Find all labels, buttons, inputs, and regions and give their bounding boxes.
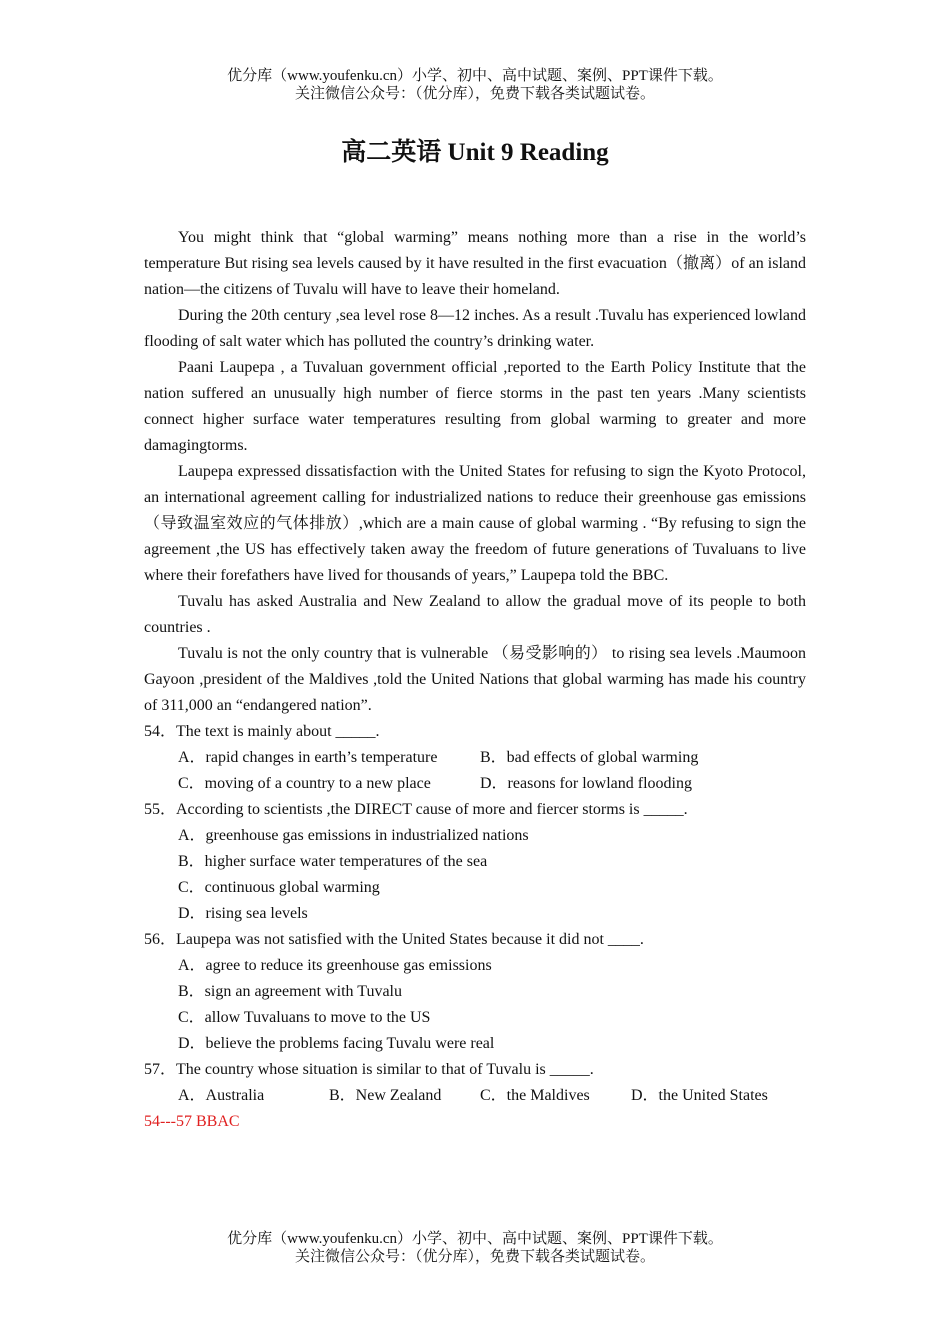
option: C．moving of a country to a new place <box>178 775 431 792</box>
option: A．agree to reduce its greenhouse gas emissions <box>178 957 492 974</box>
option: D．the United States <box>631 1087 768 1104</box>
passage-paragraph: Tuvalu is not the only country that is vulnerable （易受影响的） to rising sea levels .Maumoon Gayoon ,president of the Maldives ,told the United Nations that global warming has made his country of 311,000 an “endangered nation”. <box>144 645 806 714</box>
question-stem: 56．Laupepa was not satisfied with the United States because it did not ____. <box>144 931 644 948</box>
passage-paragraph: Paani Laupepa , a Tuvaluan government official ,reported to the Earth Policy Institute that the nation suffered an unusually high number of fierce storms in the past ten years .Many scientists connect higher surface water temperatures resulting from global warming to greater and more damagingtorms. <box>144 359 806 454</box>
option: A．Australia <box>178 1087 265 1104</box>
option: D．reasons for lowland flooding <box>480 775 692 792</box>
question-stem: 57．The country whose situation is similar to that of Tuvalu is _____. <box>144 1061 594 1078</box>
option-row <box>144 771 806 797</box>
option: B．higher surface water temperatures of the sea <box>178 853 488 870</box>
passage-paragraph: Laupepa expressed dissatisfaction with the United States for refusing to sign the Kyoto Protocol, an international agreement calling for industrialized nations to reduce their greenhouse gas emissions（导致温室效应的气体排放）,which are a main cause of global warming . “By refusing to sign the agreement ,the US has effectively taken away the freedom of future generations of Tuvaluans to live where their forefathers have lived for thousands of years,” Laupepa told the BBC. <box>144 463 806 584</box>
option: D．rising sea levels <box>178 905 308 922</box>
page-footer <box>0 1230 950 1266</box>
answer-key: 54---57 BBAC <box>144 1113 240 1130</box>
option: A．greenhouse gas emissions in industrialized nations <box>178 827 529 844</box>
option-row <box>144 1083 806 1109</box>
document-title: 高二英语 Unit 9 Reading <box>341 139 609 166</box>
footer-line-1: 优分库（www.youfenku.cn）小学、初中、高中试题、案例、PPT课件下载。 <box>227 1231 723 1247</box>
option: C．allow Tuvaluans to move to the US <box>178 1009 431 1026</box>
option: A．rapid changes in earth’s temperature <box>178 749 438 766</box>
passage-paragraph: Tuvalu has asked Australia and New Zealand to allow the gradual move of its people to both countries . <box>144 593 806 636</box>
question-stem: 55．According to scientists ,the DIRECT cause of more and fiercer storms is _____. <box>144 801 688 818</box>
option: C．continuous global warming <box>178 879 380 896</box>
passage-paragraph: You might think that “global warming” means nothing more than a rise in the world’s temperature But rising sea levels caused by it have resulted in the first evacuation（撤离）of an island nation—the citizens of Tuvalu will have to leave their homeland. <box>144 229 806 298</box>
option: B．bad effects of global warming <box>480 749 699 766</box>
header-line-1: 优分库（www.youfenku.cn）小学、初中、高中试题、案例、PPT课件下载。 <box>227 68 723 84</box>
footer-line-2: 关注微信公众号：（优分库），免费下载各类试题试卷。 <box>294 1249 655 1265</box>
option: B．New Zealand <box>329 1087 442 1104</box>
option: D．believe the problems facing Tuvalu were real <box>178 1035 495 1052</box>
option-row <box>144 745 806 771</box>
page-header <box>0 67 950 103</box>
option: B．sign an agreement with Tuvalu <box>178 983 402 1000</box>
header-line-2: 关注微信公众号：（优分库），免费下载各类试题试卷。 <box>294 86 655 102</box>
option: C．the Maldives <box>480 1087 590 1104</box>
passage-paragraph: During the 20th century ,sea level rose 8—12 inches. As a result .Tuvalu has experienced lowland flooding of salt water which has polluted the country’s drinking water. <box>144 307 806 350</box>
document-body <box>144 225 806 1135</box>
question-stem: 54．The text is mainly about _____. <box>144 723 380 740</box>
